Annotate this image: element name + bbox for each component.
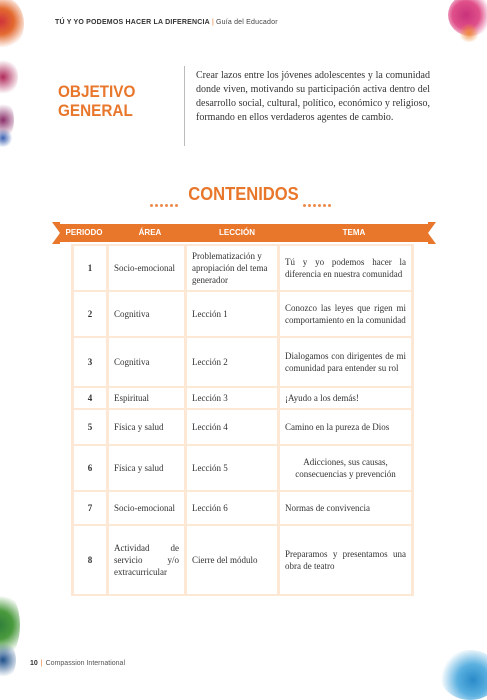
cell-tema: Camino en la pureza de Dios: [280, 410, 411, 444]
column-header-tema: TEMA: [342, 228, 366, 237]
table-row: [71, 290, 414, 338]
cell-tema: Dialogamos con dirigentes de mi comunidad para entender su rol: [280, 338, 411, 386]
cell-periodo: 6: [74, 446, 106, 490]
cell-leccion: Lección 3: [187, 388, 277, 408]
table-row: [71, 408, 414, 446]
cell-area: Cognitiva: [109, 292, 184, 336]
cell-area: Física y salud: [109, 410, 184, 444]
paint-splash-left-3: [0, 128, 12, 148]
page-header: [55, 19, 278, 26]
table-row: [71, 444, 414, 492]
footer-org: Compassion International: [45, 660, 126, 667]
cell-area: Socio-emocional: [109, 492, 184, 524]
cell-tema: Normas de convivencia: [280, 492, 411, 524]
cell-leccion: Problematización y apropiación del tema generador: [187, 246, 277, 290]
cell-periodo: 1: [74, 246, 106, 290]
objective-title-line2: GENERAL: [58, 101, 133, 120]
table-row: [71, 386, 414, 410]
cell-tema: Tú y yo podemos hacer la diferencia en nuestra comunidad: [280, 246, 411, 290]
cell-leccion: Lección 5: [187, 446, 277, 490]
page-number: 10: [30, 660, 38, 667]
cell-periodo: 5: [74, 410, 106, 444]
contents-title: CONTENIDOS: [188, 184, 299, 204]
footer-separator: |: [40, 660, 43, 667]
column-header-periodo: PERIODO: [65, 228, 103, 237]
heading-dots-right: [303, 194, 333, 198]
cell-area: Socio-emocional: [109, 246, 184, 290]
contents-table: [71, 244, 414, 596]
cell-leccion: Lección 6: [187, 492, 277, 524]
cell-periodo: 2: [74, 292, 106, 336]
paint-splash-bottom-right: [440, 650, 487, 700]
table-header-ribbon-left: [52, 222, 60, 244]
paint-splash-top-left: [0, 0, 24, 50]
objective-text: Crear lazos entre los jóvenes adolescentes y la comunidad donde viven, motivando su participación activa dentro del desarrollo social, cultural, político, económico y religioso, formando en ellos verdaderos agentes de cambio.: [196, 70, 430, 123]
cell-area: Física y salud: [109, 446, 184, 490]
objective-title: [58, 82, 166, 120]
header-title: TÚ Y YO PODEMOS HACER LA DIFERENCIA: [55, 19, 210, 26]
cell-area: Actividad de servicio y/o extracurricular: [109, 526, 184, 594]
cell-area: Espiritual: [109, 388, 184, 408]
table-header: [60, 224, 428, 242]
cell-periodo: 8: [74, 526, 106, 594]
cell-tema: Conozco las leyes que rigen mi comportamiento en la comunidad: [280, 292, 411, 336]
cell-leccion: Lección 1: [187, 292, 277, 336]
cell-leccion: Lección 2: [187, 338, 277, 386]
header-subtitle: Guía del Educador: [215, 19, 278, 26]
table-row: [71, 524, 414, 596]
objective-title-line1: OBJETIVO: [58, 82, 136, 101]
objective-divider: [184, 66, 185, 146]
column-header-leccion: LECCIÓN: [219, 228, 255, 237]
header-separator: |: [211, 19, 214, 26]
table-row: [71, 336, 414, 388]
cell-tema: ¡Ayudo a los demás!: [280, 388, 411, 408]
column-header-area: ÁREA: [138, 228, 162, 237]
page-footer: [30, 660, 125, 667]
cell-periodo: 7: [74, 492, 106, 524]
cell-leccion: Lección 4: [187, 410, 277, 444]
cell-area: Cognitiva: [109, 338, 184, 386]
cell-periodo: 3: [74, 338, 106, 386]
table-row: [71, 244, 414, 292]
cell-tema: Preparamos y presentamos una obra de teatro: [280, 526, 411, 594]
cell-leccion: Cierre del módulo: [187, 526, 277, 594]
table-row: [71, 490, 414, 526]
table-header-ribbon-right: [428, 222, 436, 244]
paint-splash-left-1: [0, 58, 18, 96]
cell-tema: Adicciones, sus causas, consecuencias y prevención: [280, 446, 411, 490]
paint-splash-top-right-2: [458, 24, 480, 42]
cell-periodo: 4: [74, 388, 106, 408]
